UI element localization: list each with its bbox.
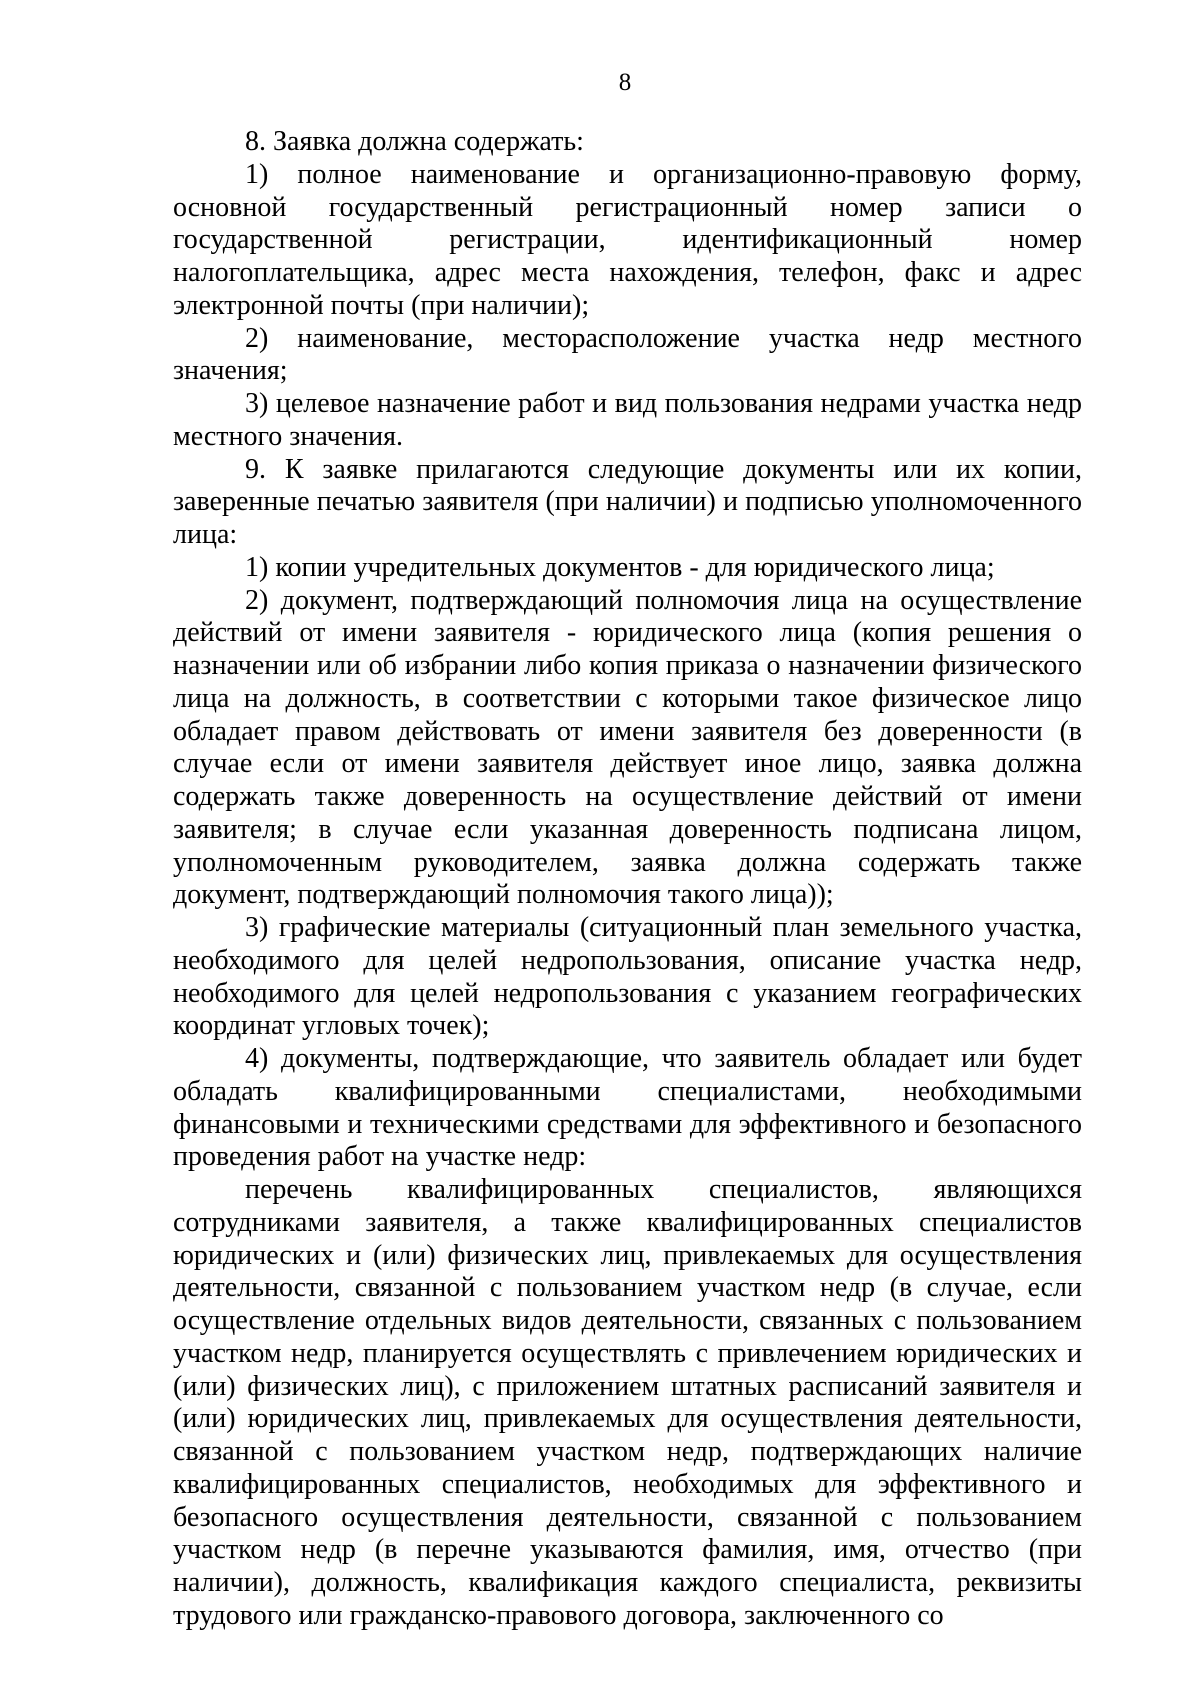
paragraph-item-8: 8. Заявка должна содержать:: [245, 126, 584, 157]
page-number: 8: [618, 69, 632, 96]
paragraph-item-9-3: 3) графические материалы (ситуационный план земельного участка, необходимого для целей недропользования, описание участка недр, необходимого для целей недропользования с указанием географических координат угловых точек);: [173, 912, 1082, 1042]
paragraph-item-8-2: 2) наименование, месторасположение участка недр местного значения;: [173, 322, 1082, 387]
paragraph-specialists-list: перечень квалифицированных специалистов, являющихся сотрудниками заявителя, а также квалифицированных специалистов юридических и (или) физических лиц, привлекаемых для осуществления деятельности, связанной с пользованием участком недр (в случае, если осуществление отдельных видов деятельности, связанных с пользованием участком недр, планируется осуществлять с привлечением юридических и (или) физических лиц), с приложением штатных расписаний заявителя и (или) юридических лиц, привлекаемых для осуществления деятельности, связанной с пользованием участком недр, подтверждающих наличие квалифицированных специалистов, необходимых для эффективного и безопасного осуществления деятельности, связанной с пользованием участком недр (в перечне указываются фамилия, имя, отчество (при наличии), должность, квалификация каждого специалиста, реквизиты трудового или гражданско-правового договора, заключенного со: [173, 1174, 1082, 1631]
paragraph-item-9-2: 2) документ, подтверждающий полномочия лица на осуществление действий от имени заявителя - юридического лица (копия решения о назначении или об избрании либо копия приказа о назначении физического лица на должность, в соответствии с которыми такое физическое лицо обладает правом действовать от имени заявителя без доверенности (в случае если от имени заявителя действует иное лицо, заявка должна содержать также доверенность на осуществление действий от имени заявителя; в случае если указанная доверенность подписана лицом, уполномоченным руководителем, заявка должна содержать также документ, подтверждающий полномочия такого лица));: [173, 584, 1082, 911]
document-body: [173, 126, 1082, 1633]
paragraph-item-9-4: 4) документы, подтверждающие, что заявитель обладает или будет обладать квалифицированными специалистами, необходимыми финансовыми и техническими средствами для эффективного и безопасного проведения работ на участке недр:: [173, 1043, 1082, 1173]
paragraph-item-9-1: 1) копии учредительных документов - для юридического лица;: [245, 551, 995, 583]
paragraph-item-8-3: 3) целевое назначение работ и вид пользования недрами участка недр местного значения.: [173, 388, 1082, 452]
paragraph-item-9: 9. К заявке прилагаются следующие документы или их копии, заверенные печатью заявителя (при наличии) и подписью уполномоченного лица:: [173, 453, 1082, 550]
paragraph-item-8-1: 1) полное наименование и организационно-правовую форму, основной государственный регистрационный номер записи о государственной регистрации, идентификационный номер налогоплательщика, адрес места нахождения, телефон, факс и адрес электронной почты (при наличии);: [173, 158, 1082, 321]
